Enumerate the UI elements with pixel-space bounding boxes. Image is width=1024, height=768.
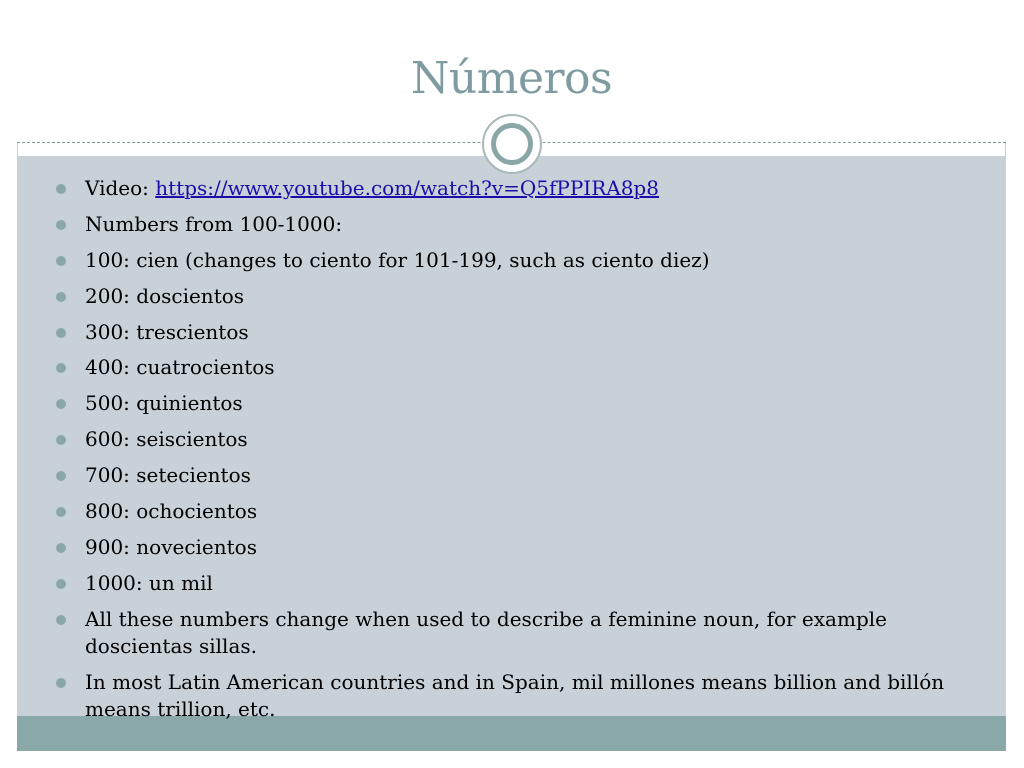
bullet-dot-icon	[56, 579, 66, 589]
list-item	[55, 669, 955, 723]
bullet-dot-icon	[56, 471, 66, 481]
video-label: Video:	[85, 176, 156, 200]
list-item	[55, 426, 955, 453]
bullet-dot-icon	[56, 678, 66, 688]
list-item-text: Numbers from 100-1000:	[85, 211, 343, 236]
bullet-dot-icon	[56, 615, 66, 625]
list-item	[55, 211, 955, 238]
list-item	[55, 570, 955, 597]
bullet-dot-icon	[56, 363, 66, 373]
list-item-text: 700: setecientos	[85, 463, 251, 488]
list-item-text: In most Latin American countries and in Spain, mil millones means billion and billón means trillion, etc.	[85, 669, 945, 721]
list-item	[55, 606, 955, 660]
list-item	[55, 247, 955, 274]
list-item-text: 900: novecientos	[85, 534, 257, 559]
list-item	[55, 462, 955, 489]
list-item	[55, 354, 955, 381]
circle-ornament-icon	[482, 114, 542, 174]
list-item	[55, 498, 955, 525]
list-item-video	[55, 175, 955, 202]
bullet-dot-icon	[56, 184, 66, 194]
video-link[interactable]: https://www.youtube.com/watch?v=Q5fPPIRA8p8	[155, 176, 659, 200]
list-item-text: 300: trescientos	[85, 319, 249, 344]
list-item-text: 600: seiscientos	[85, 427, 248, 452]
list-item-text: 100: cien (changes to ciento for 101-199, such as ciento diez)	[85, 247, 710, 272]
list-item-text: 200: doscientos	[85, 283, 245, 308]
bullet-dot-icon	[56, 292, 66, 302]
list-item	[55, 390, 955, 417]
list-item-text: 800: ochocientos	[85, 499, 258, 524]
list-item-text: All these numbers change when used to describe a feminine noun, for example doscientas sillas.	[85, 606, 887, 658]
circle-ornament-inner	[491, 123, 533, 165]
list-item	[55, 283, 955, 310]
list-item-text: 400: cuatrocientos	[85, 355, 275, 380]
list-item	[55, 534, 955, 561]
list-item-text: 1000: un mil	[85, 570, 213, 595]
bullet-dot-icon	[56, 256, 66, 266]
bullet-dot-icon	[56, 435, 66, 445]
bullet-dot-icon	[56, 543, 66, 553]
slide-title: Números	[410, 53, 613, 104]
bullet-dot-icon	[56, 399, 66, 409]
list-item	[55, 319, 955, 346]
bullet-dot-icon	[56, 507, 66, 517]
list-item-text: 500: quinientos	[85, 391, 243, 416]
bullet-dot-icon	[56, 328, 66, 338]
bullet-dot-icon	[56, 220, 66, 230]
bullet-list	[55, 175, 955, 731]
